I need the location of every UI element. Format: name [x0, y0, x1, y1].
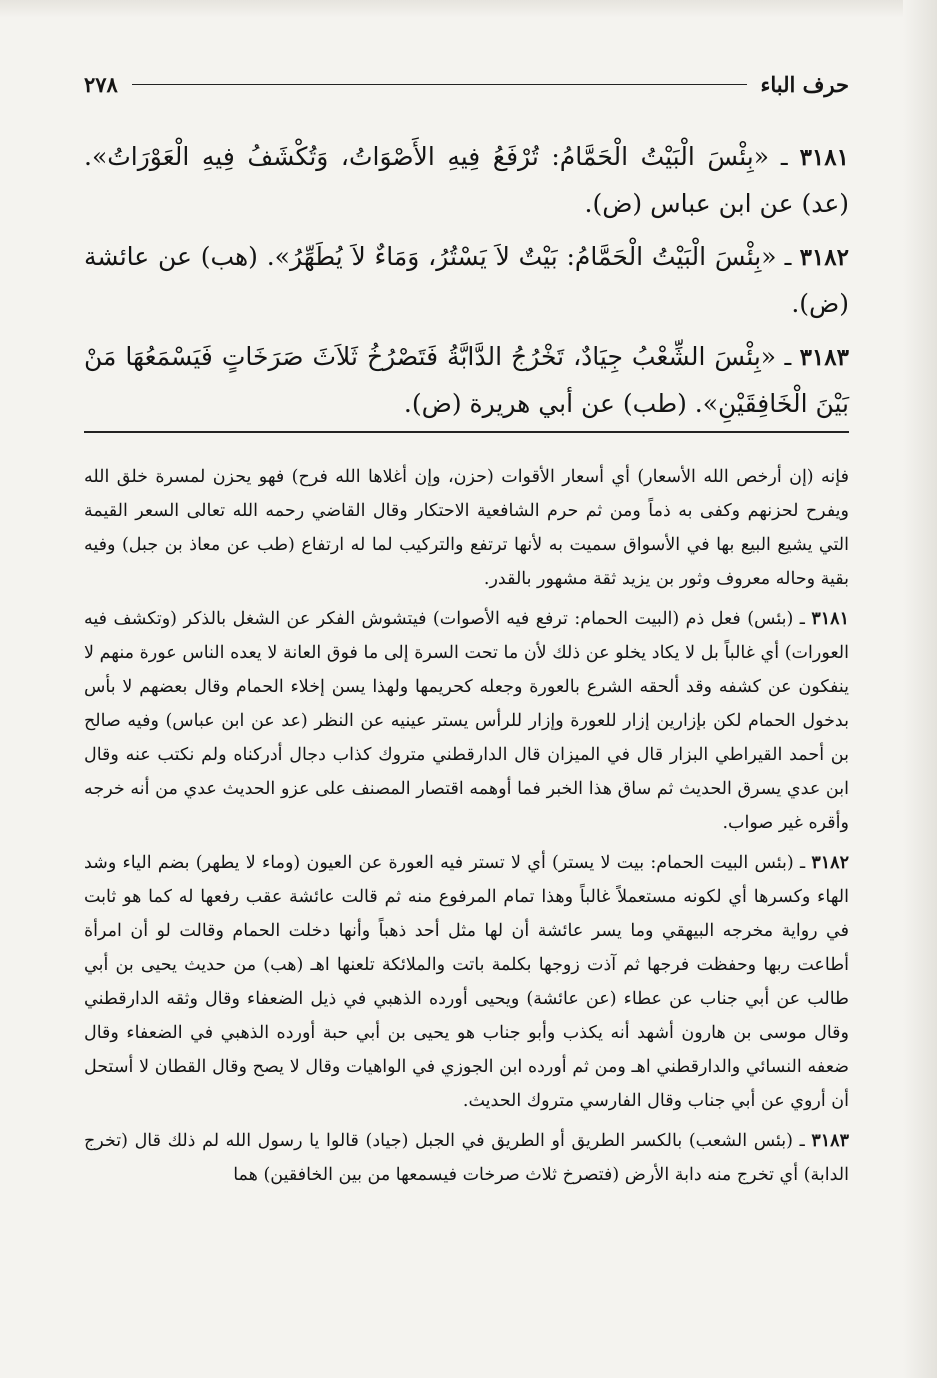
hadith-entry: ٣١٨١ ـ «بِئْسَ الْبَيْتُ الْحَمَّامُ: تُرْفَعُ فِيهِ الأَصْوَاتُ، وَتُكْشَفُ فِيهِ الْعَوْرَاتُ». (عد) عن ابن عباس (ض).: [84, 142, 849, 218]
commentary-number: ٣١٨١: [811, 609, 849, 629]
hadith-number: ٣١٨٣: [799, 344, 849, 371]
section-divider: [84, 431, 849, 433]
scan-shadow-edge: [903, 0, 937, 1378]
commentary-number: ٣١٨٣: [811, 1131, 849, 1151]
running-header: [84, 64, 849, 104]
chapter-title: حرف الباء: [760, 71, 849, 97]
page-number: ٢٧٨: [84, 71, 118, 97]
commentary-text: فإنه (إن أرخص الله الأسعار) أي أسعار الأقوات (حزن، وإن أغلاها الله فرح) فهو يحزن لمسرة خلق الله ويفرح لحزنهم وكفى به ذماً ومن ثم حرم الشافعية الاحتكار وقال القاضي رحمه الله تعالى السعر القيمة التي يشيع البيع بها في الأسواق سميت به لأنها ترتفع والتركيب لما له ارتفاع (طب عن معاذ بن جبل) وفيه بقية وحاله معروف وثور بن يزيد ثقة مشهور بالقدر.: [84, 467, 849, 589]
hadith-text: «بِئْسَ الشِّعْبُ جِيَادٌ، تَخْرُجُ الدَّابَّةُ فَتَصْرُخُ ثَلاَثَ صَرَخَاتٍ فَيَسْمَعُهَا مَنْ بَيْنَ الْخَافِقَيْنِ». (طب) عن أبي هريرة (ض).: [84, 342, 849, 418]
commentary-section: [84, 460, 849, 1198]
commentary-number: ٣١٨٢: [811, 853, 849, 873]
hadith-number: ٣١٨٢: [799, 244, 849, 271]
hadith-number: ٣١٨١: [799, 144, 849, 171]
commentary-paragraph: ٣١٨١ ـ (بئس) فعل ذم (البيت الحمام: ترفع فيه الأصوات) فيتشوش الفكر عن الشغل بالذكر (وتكشف فيه العورات) أي غالباً بل لا يكاد يخلو عن ذلك لأن ما تحت السرة إلى ما فوق العانة لا يعده الناس عورة منهم لا ينفكون عن كشفه وقد ألحقه الشرع بالعورة وجعله كحريمها ولهذا يسن إخلاء الحمام وقال بعضهم لا بأس بدخول الحمام لكن بإزارين إزار للعورة وإزار للرأس يستر عينيه عن النظر (عد عن ابن عباس) وفيه صالح بن أحمد القيراطي البزار قال في الميزان قال الدارقطني متروك كذاب دجال أدركناه ولم نكتب عنه وقال ابن عدي يسرق الحديث ثم ساق هذا الخبر فما أوهمه اقتصار المصنف على عزو الحديث عدي من أنه خرجه وأقره غير صواب.: [84, 609, 849, 833]
hadith-text: «بِئْسَ الْبَيْتُ الْحَمَّامُ: تُرْفَعُ فِيهِ الأَصْوَاتُ، وَتُكْشَفُ فِيهِ الْعَوْرَاتُ». (عد) عن ابن عباس (ض).: [84, 142, 849, 218]
hadith-text-section: [84, 134, 849, 434]
commentary-text: (بئس) فعل ذم (البيت الحمام: ترفع فيه الأصوات) فيتشوش الفكر عن الشغل بالذكر (وتكشف فيه العورات) أي غالباً بل لا يكاد يخلو عن ذلك لأن ما تحت السرة إلى ما فوق العانة لا يعده الناس عورة منهم لا ينفكون عن كشفه وقد ألحقه الشرع بالعورة وجعله كحريمها ولهذا يسن إخلاء الحمام وقال بعضهم لا بأس بدخول الحمام لكن بإزارين إزار للعورة وإزار للرأس يستر عينيه عن النظر (عد عن ابن عباس) وفيه صالح بن أحمد القيراطي البزار قال في الميزان قال الدارقطني متروك كذاب دجال أدركناه ولم نكتب عنه وقال ابن عدي يسرق الحديث ثم ساق هذا الخبر فما أوهمه اقتصار المصنف على عزو الحديث عدي من أنه خرجه وأقره غير صواب.: [84, 609, 849, 833]
commentary-paragraph: [84, 460, 849, 596]
commentary-paragraph: ٣١٨٣ ـ (بئس الشعب) بالكسر الطريق أو الطريق في الجبل (جياد) قالوا يا رسول الله لم ذلك قال (تخرج الدابة) أي تخرج منه دابة الأرض (فتصرخ ثلاث صرخات فيسمعها من بين الخافقين) هما: [84, 1131, 849, 1185]
book-page: [84, 0, 849, 1378]
hadith-text: «بِئْسَ الْبَيْتُ الْحَمَّامُ: بَيْتٌ لاَ يَسْتُرُ، وَمَاءٌ لاَ يُطَهِّرُ». (هب) عن عائشة (ض).: [84, 242, 849, 318]
commentary-paragraph: ٣١٨٢ ـ (بئس البيت الحمام: بيت لا يستر) أي لا تستر فيه العورة عن العيون (وماء لا يطهر) بضم الياء وشد الهاء وكسرها أي لكونه مستعملاً غالباً وهذا تمام المرفوع منه ثم قالت عائشة عقب رفعها له كما هو ثابت في رواية مخرجه البيهقي وما يسر عائشة أن لها مثل أحد ذهباً وأنها دخلت الحمام وقالت لو أن امرأة أطاعت ربها وحفظت فرجها ثم آذت زوجها بكلمة باتت والملائكة تلعنها اهـ (هب) من حديث يحيى بن أبي طالب عن أبي جناب عن عطاء (عن عائشة) ويحيى أورده الذهبي في ذيل الضعفاء وقال وثقه الدارقطني وقال موسى بن هارون أشهد أنه يكذب وأبو جناب هو يحيى بن أبي حبة أورده الذهبي في الضعفاء وقال ضعفه النسائي والدارقطني اهـ ومن ثم أورده ابن الجوزي في الواهيات وقال لا يصح وقال القطان لا أستحل أن أروي عن أبي جناب وقال الفارسي متروك الحديث.: [84, 853, 849, 1111]
hadith-entry: ٣١٨٣ ـ «بِئْسَ الشِّعْبُ جِيَادٌ، تَخْرُجُ الدَّابَّةُ فَتَصْرُخُ ثَلاَثَ صَرَخَاتٍ فَيَسْمَعُهَا مَنْ بَيْنَ الْخَافِقَيْنِ». (طب) عن أبي هريرة (ض).: [84, 342, 849, 418]
hadith-entry: ٣١٨٢ ـ «بِئْسَ الْبَيْتُ الْحَمَّامُ: بَيْتٌ لاَ يَسْتُرُ، وَمَاءٌ لاَ يُطَهِّرُ». (هب) عن عائشة (ض).: [84, 242, 849, 318]
commentary-text: (بئس البيت الحمام: بيت لا يستر) أي لا تستر فيه العورة عن العيون (وماء لا يطهر) بضم الياء وشد الهاء وكسرها أي لكونه مستعملاً غالباً وهذا تمام المرفوع منه ثم قالت عائشة عقب رفعها له كما هو ثابت في رواية مخرجه البيهقي وما يسر عائشة أن لها مثل أحد ذهباً وأنها دخلت الحمام وقالت لو أن امرأة أطاعت ربها وحفظت فرجها ثم آذت زوجها بكلمة باتت والملائكة تلعنها اهـ (هب) من حديث يحيى بن أبي طالب عن أبي جناب عن عطاء (عن عائشة) ويحيى أورده الذهبي في ذيل الضعفاء وقال وثقه الدارقطني وقال موسى بن هارون أشهد أنه يكذب وأبو جناب هو يحيى بن أبي حبة أورده الذهبي في الضعفاء وقال ضعفه النسائي والدارقطني اهـ ومن ثم أورده ابن الجوزي في الواهيات وقال لا يصح وقال القطان لا أستحل أن أروي عن أبي جناب وقال الفارسي متروك الحديث.: [84, 853, 849, 1111]
header-rule: [132, 84, 747, 85]
commentary-text: (بئس الشعب) بالكسر الطريق أو الطريق في الجبل (جياد) قالوا يا رسول الله لم ذلك قال (تخرج الدابة) أي تخرج منه دابة الأرض (فتصرخ ثلاث صرخات فيسمعها من بين الخافقين) هما: [84, 1131, 849, 1185]
